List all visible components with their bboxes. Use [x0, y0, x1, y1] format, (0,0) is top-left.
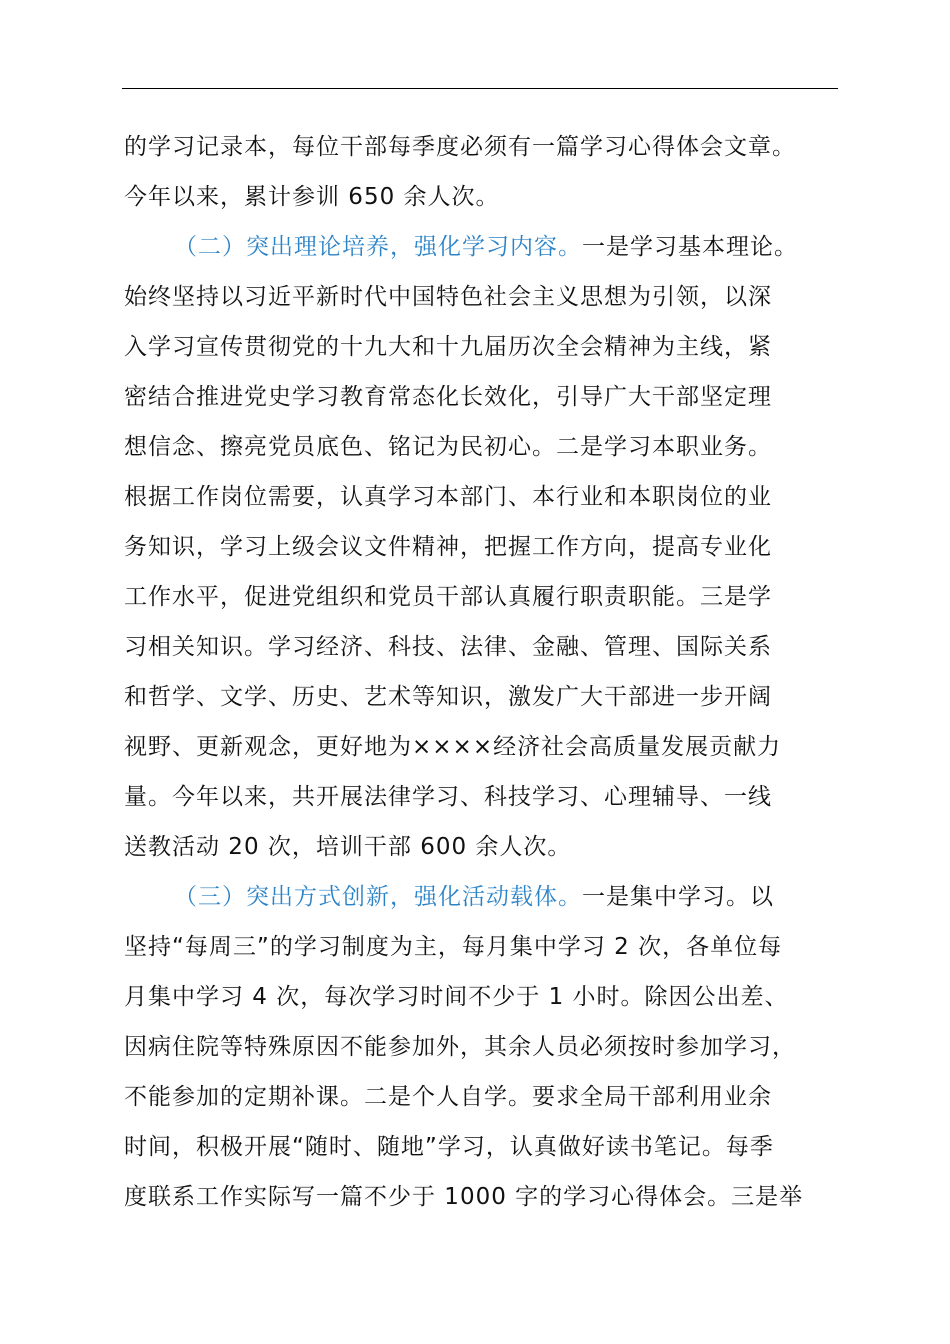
- text-line: 的学习记录本，每位干部每季度必须有一篇学习心得体会文章。: [124, 134, 796, 160]
- section-heading-3: （三）突出方式创新，强化活动载体。: [174, 884, 582, 910]
- header-rule: [122, 88, 838, 89]
- text-line: 想信念、擦亮党员底色、铭记为民初心。二是学习本职业务。: [124, 434, 772, 460]
- text-line: 务知识，学习上级会议文件精神，把握工作方向，提高专业化: [124, 534, 772, 560]
- text-line: 因病住院等特殊原因不能参加外，其余人员必须按时参加学习，: [124, 1034, 796, 1060]
- text-line: 始终坚持以习近平新时代中国特色社会主义思想为引领，以深: [124, 284, 772, 310]
- text-line: 不能参加的定期补课。二是个人自学。要求全局干部利用业余: [124, 1084, 772, 1110]
- text-line: 量。今年以来，共开展法律学习、科技学习、心理辅导、一线: [124, 784, 772, 810]
- text-line: 今年以来，累计参训 650 余人次。: [124, 184, 500, 210]
- document-body: [124, 122, 840, 1222]
- paragraph-section-2-start: [124, 222, 840, 272]
- text-run: 一是集中学习。以: [582, 884, 774, 910]
- text-line: 视野、更新观念，更好地为××××经济社会高质量发展贡献力: [124, 734, 782, 760]
- text-line: 时间，积极开展“随时、随地”学习，认真做好读书笔记。每季: [124, 1134, 774, 1160]
- text-line: 入学习宣传贯彻党的十九大和十九届历次全会精神为主线，紧: [124, 334, 772, 360]
- text-line: 密结合推进党史学习教育常态化长效化，引导广大干部坚定理: [124, 384, 772, 410]
- paragraph-section-3-start: [124, 872, 840, 922]
- text-line: 送教活动 20 次，培训干部 600 余人次。: [124, 834, 572, 860]
- text-line: 工作水平，促进党组织和党员干部认真履行职责职能。三是学: [124, 584, 772, 610]
- text-line: 根据工作岗位需要，认真学习本部门、本行业和本职岗位的业: [124, 484, 772, 510]
- text-line: 习相关知识。学习经济、科技、法律、金融、管理、国际关系: [124, 634, 772, 660]
- section-heading-2: （二）突出理论培养，强化学习内容。: [174, 234, 582, 260]
- text-run: 一是学习基本理论。: [582, 234, 798, 260]
- text-line: 度联系工作实际写一篇不少于 1000 字的学习心得体会。三是举: [124, 1184, 804, 1210]
- text-line: 和哲学、文学、历史、艺术等知识，激发广大干部进一步开阔: [124, 684, 772, 710]
- text-line: 坚持“每周三”的学习制度为主，每月集中学习 2 次，各单位每: [124, 934, 783, 960]
- text-line: 月集中学习 4 次，每次学习时间不少于 1 小时。除因公出差、: [124, 984, 789, 1010]
